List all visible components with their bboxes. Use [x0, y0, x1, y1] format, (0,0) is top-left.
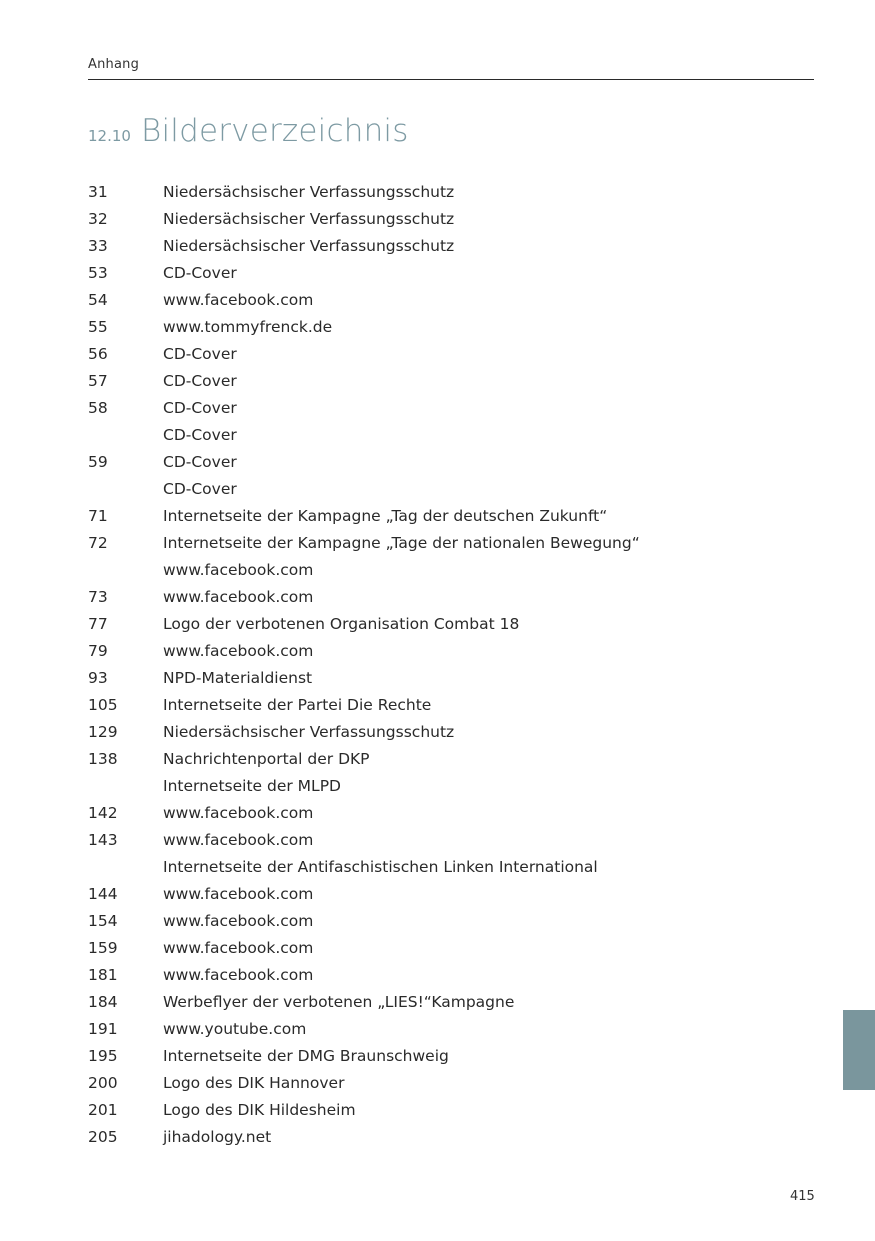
list-item [88, 530, 788, 557]
entry-source: Werbeflyer der verbotenen „LIES!“Kampagne [163, 993, 515, 1011]
list-item [88, 557, 788, 584]
list-item [88, 746, 788, 773]
list-item [88, 1016, 788, 1043]
entry-source: www.facebook.com [163, 939, 314, 957]
list-item [88, 908, 788, 935]
entry-page-number [88, 854, 163, 881]
list-item [88, 935, 788, 962]
entry-source: Internetseite der Partei Die Rechte [163, 696, 432, 714]
section-heading [88, 113, 409, 149]
entry-source: Logo des DIK Hannover [163, 1074, 345, 1092]
entry-page-number [88, 422, 163, 449]
entry-page-number: 143 [88, 831, 118, 849]
entry-source: www.facebook.com [163, 588, 314, 606]
list-item [88, 773, 788, 800]
entry-source: www.tommyfrenck.de [163, 318, 333, 336]
entry-source: CD-Cover [163, 264, 237, 282]
entry-page-number: 154 [88, 912, 118, 930]
entry-source: Internetseite der MLPD [163, 777, 341, 795]
page-number: 415 [790, 1189, 815, 1204]
picture-index-list [88, 179, 788, 1151]
entry-page-number: 195 [88, 1047, 118, 1065]
entry-source: www.facebook.com [163, 642, 314, 660]
entry-page-number: 93 [88, 669, 108, 687]
list-item [88, 962, 788, 989]
list-item [88, 206, 788, 233]
entry-page-number: 184 [88, 993, 118, 1011]
list-item [88, 638, 788, 665]
entry-source: CD-Cover [163, 372, 237, 390]
entry-page-number: 144 [88, 885, 118, 903]
entry-source: Niedersächsischer Verfassungsschutz [163, 237, 455, 255]
entry-source: CD-Cover [163, 480, 237, 498]
entry-source: CD-Cover [163, 399, 237, 417]
entry-source: Internetseite der DMG Braunschweig [163, 1047, 449, 1065]
list-item [88, 1124, 788, 1151]
list-item [88, 692, 788, 719]
entry-page-number: 53 [88, 264, 108, 282]
entry-page-number: 72 [88, 534, 108, 552]
list-item [88, 1043, 788, 1070]
list-item [88, 368, 788, 395]
entry-source: CD-Cover [163, 453, 237, 471]
list-item [88, 395, 788, 422]
entry-source: NPD-Materialdienst [163, 669, 313, 687]
entry-page-number: 55 [88, 318, 108, 336]
entry-source: www.facebook.com [163, 966, 314, 984]
entry-page-number: 58 [88, 399, 108, 417]
entry-page-number: 138 [88, 750, 118, 768]
entry-source: www.facebook.com [163, 885, 314, 903]
entry-source: CD-Cover [163, 345, 237, 363]
entry-source: www.facebook.com [163, 912, 314, 930]
entry-source: Internetseite der Antifaschistischen Linken International [163, 858, 598, 876]
entry-page-number: 57 [88, 372, 108, 390]
entry-page-number: 159 [88, 939, 118, 957]
entry-source: www.facebook.com [163, 804, 314, 822]
entry-page-number: 77 [88, 615, 108, 633]
running-header: Anhang [88, 57, 140, 72]
list-item [88, 719, 788, 746]
entry-source: Logo der verbotenen Organisation Combat 18 [163, 615, 520, 633]
entry-page-number: 142 [88, 804, 118, 822]
entry-page-number: 56 [88, 345, 108, 363]
entry-source: Niedersächsischer Verfassungsschutz [163, 183, 455, 201]
list-item [88, 800, 788, 827]
list-item [88, 233, 788, 260]
entry-page-number: 79 [88, 642, 108, 660]
entry-source: Nachrichtenportal der DKP [163, 750, 370, 768]
entry-page-number: 201 [88, 1101, 118, 1119]
list-item [88, 422, 788, 449]
entry-page-number: 181 [88, 966, 118, 984]
entry-source: Niedersächsischer Verfassungsschutz [163, 210, 455, 228]
entry-page-number: 33 [88, 237, 108, 255]
chapter-thumb-tab [843, 1010, 875, 1090]
entry-page-number: 205 [88, 1128, 118, 1146]
entry-page-number: 54 [88, 291, 108, 309]
list-item [88, 314, 788, 341]
entry-page-number: 105 [88, 696, 118, 714]
entry-page-number: 191 [88, 1020, 118, 1038]
list-item [88, 341, 788, 368]
entry-source: Internetseite der Kampagne „Tag der deutschen Zukunft“ [163, 507, 608, 525]
entry-source: www.facebook.com [163, 831, 314, 849]
entry-source: CD-Cover [163, 426, 237, 444]
list-item [88, 449, 788, 476]
list-item [88, 1097, 788, 1124]
entry-source: Logo des DIK Hildesheim [163, 1101, 356, 1119]
section-title: Bilderverzeichnis [140, 113, 409, 149]
list-item [88, 584, 788, 611]
entry-source: www.youtube.com [163, 1020, 307, 1038]
list-item [88, 503, 788, 530]
list-item [88, 881, 788, 908]
list-item [88, 179, 788, 206]
entry-page-number: 129 [88, 723, 118, 741]
header-rule [88, 79, 814, 80]
entry-page-number [88, 476, 163, 503]
list-item [88, 476, 788, 503]
list-item [88, 854, 788, 881]
entry-page-number: 59 [88, 453, 108, 471]
list-item [88, 260, 788, 287]
entry-source: Niedersächsischer Verfassungsschutz [163, 723, 455, 741]
list-item [88, 287, 788, 314]
entry-page-number: 32 [88, 210, 108, 228]
entry-page-number: 200 [88, 1074, 118, 1092]
entry-page-number [88, 773, 163, 800]
list-item [88, 611, 788, 638]
list-item [88, 827, 788, 854]
entry-source: www.facebook.com [163, 291, 314, 309]
entry-source: Internetseite der Kampagne „Tage der nationalen Bewegung“ [163, 534, 640, 552]
list-item [88, 665, 788, 692]
entry-page-number: 31 [88, 183, 108, 201]
list-item [88, 989, 788, 1016]
list-item [88, 1070, 788, 1097]
entry-page-number: 71 [88, 507, 108, 525]
entry-page-number [88, 557, 163, 584]
entry-source: jihadology.net [163, 1128, 272, 1146]
entry-source: www.facebook.com [163, 561, 314, 579]
section-number: 12.10 [88, 127, 131, 145]
entry-page-number: 73 [88, 588, 108, 606]
